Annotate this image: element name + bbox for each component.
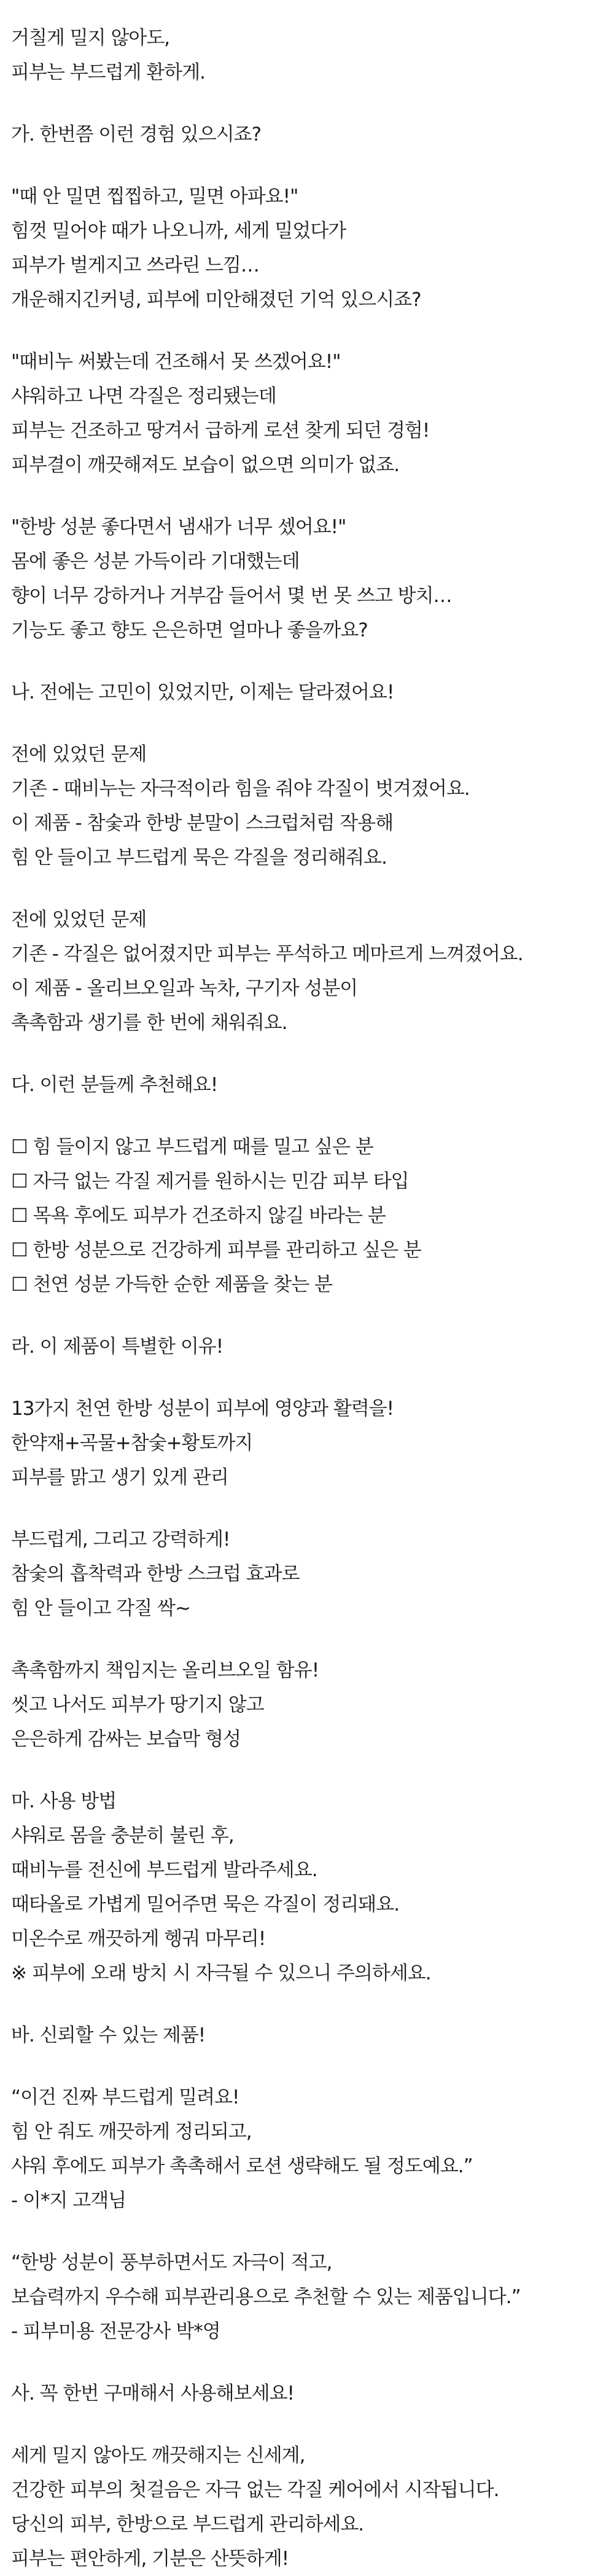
- paragraph-gap: [11, 875, 603, 902]
- text-line: 거칠게 밀지 않아도,: [11, 27, 170, 49]
- paragraph-gap: [11, 2053, 603, 2080]
- text-line: 피부결이 깨끗해져도 보습이 없으면 의미가 없죠.: [11, 454, 400, 476]
- paragraph-gap: [11, 2218, 603, 2245]
- text-line: ☐ 자극 없는 각질 제거를 원하시는 민감 피부 타입: [11, 1170, 409, 1192]
- text-line: 13가지 천연 한방 성분이 피부에 영양과 활력을!: [11, 1398, 394, 1420]
- text-line: 바. 신뢰할 수 있는 제품!: [11, 2024, 206, 2046]
- text-line: 개운해지긴커녕, 피부에 미안해졌던 기억 있으시죠?: [11, 289, 421, 311]
- paragraph-gap: [11, 2349, 603, 2376]
- text-line: 건강한 피부의 첫걸음은 자극 없는 각질 케어에서 시작됩니다.: [11, 2479, 499, 2501]
- paragraph-gap: [11, 2411, 603, 2438]
- paragraph-gap: [11, 317, 603, 345]
- text-line: - 피부미용 전문강사 박*영: [11, 2320, 220, 2343]
- paragraph-gap: [11, 482, 603, 510]
- text-line: ※ 피부에 오래 방치 시 자극될 수 있으니 주의하세요.: [11, 1962, 431, 1984]
- text-line: ☐ 목욕 후에도 피부가 건조하지 않길 바라는 분: [11, 1205, 386, 1227]
- text-line: 피부는 편안하게, 기분은 산뜻하게!: [11, 2548, 289, 2570]
- paragraph-gap: [11, 1626, 603, 1653]
- paragraph-gap: [11, 90, 603, 117]
- text-line: 때비누를 전신에 부드럽게 발라주세요.: [11, 1859, 317, 1881]
- text-line: 힘 안 줘도 깨끗하게 정리되고,: [11, 2121, 252, 2143]
- text-line: 이 제품 - 참숯과 한방 분말이 스크럽처럼 작용해: [11, 812, 394, 834]
- text-line: 보습력까지 우수해 피부관리용으로 추천할 수 있는 제품입니다.”: [11, 2286, 521, 2308]
- paragraph-gap: [11, 1040, 603, 1068]
- text-line: 힘껏 밀어야 때가 나오니까, 세게 밀었다가: [11, 220, 346, 242]
- text-line: 한약재+곡물+참숯+황토까지: [11, 1432, 253, 1454]
- text-line: ☐ 한방 성분으로 건강하게 피부를 관리하고 싶은 분: [11, 1239, 421, 1261]
- text-line: 샤워하고 나면 각질은 정리됐는데: [11, 385, 276, 407]
- text-line: 전에 있었던 문제: [11, 909, 147, 931]
- text-line: 참숯의 흡착력과 한방 스크럽 효과로: [11, 1563, 300, 1585]
- text-line: 향이 너무 강하거나 거부감 들어서 몇 번 못 쓰고 방치…: [11, 585, 452, 607]
- text-line: - 이*지 고객님: [11, 2190, 126, 2212]
- text-line: 기능도 좋고 향도 은은하면 얼마나 좋을까요?: [11, 619, 368, 641]
- text-line: 세게 밀지 않아도 깨끗해지는 신세계,: [11, 2445, 305, 2467]
- text-line: 마. 사용 방법: [11, 1790, 117, 1812]
- paragraph-gap: [11, 1364, 603, 1392]
- text-line: 힘 안 들이고 각질 싹~: [11, 1597, 190, 1619]
- paragraph-gap: [11, 710, 603, 737]
- text-line: 당신의 피부, 한방으로 부드럽게 관리하세요.: [11, 2513, 364, 2535]
- text-line: 나. 전에는 고민이 있었지만, 이제는 달라졌어요!: [11, 681, 394, 703]
- text-line: 씻고 나서도 피부가 땅기지 않고: [11, 1694, 264, 1716]
- text-line: "때비누 써봤는데 건조해서 못 쓰겠어요!": [11, 351, 341, 373]
- paragraph-gap: [11, 1302, 603, 1329]
- text-line: 은은하게 감싸는 보습막 형성: [11, 1728, 241, 1750]
- paragraph-gap: [11, 1102, 603, 1130]
- text-line: 사. 꼭 한번 구매해서 사용해보세요!: [11, 2382, 294, 2405]
- text-line: 피부가 벌게지고 쓰라린 느낌…: [11, 254, 259, 276]
- text-line: 기존 - 때비누는 자극적이라 힘을 줘야 각질이 벗겨졌어요.: [11, 778, 470, 800]
- text-line: 이 제품 - 올리브오일과 녹차, 구기자 성분이: [11, 977, 358, 1000]
- paragraph-gap: [11, 1756, 603, 1784]
- text-line: 샤워로 몸을 충분히 불린 후,: [11, 1825, 234, 1847]
- text-line: 전에 있었던 문제: [11, 743, 147, 765]
- text-line: 촉촉함과 생기를 한 번에 채워줘요.: [11, 1012, 287, 1034]
- text-line: 미온수로 깨끗하게 헹궈 마무리!: [11, 1928, 266, 1950]
- text-line: "때 안 밀면 찝찝하고, 밀면 아파요!": [11, 186, 298, 208]
- text-line: 피부를 맑고 생기 있게 관리: [11, 1466, 228, 1489]
- text-line: 몸에 좋은 성분 가득이라 기대했는데: [11, 550, 300, 573]
- text-line: 피부는 건조하고 땅겨서 급하게 로션 찾게 되던 경험!: [11, 420, 430, 442]
- text-line: 다. 이런 분들께 추천해요!: [11, 1074, 218, 1096]
- text-line: “이건 진짜 부드럽게 밀려요!: [11, 2086, 239, 2108]
- text-line: ☐ 힘 들이지 않고 부드럽게 때를 밀고 싶은 분: [11, 1136, 373, 1158]
- text-line: 피부는 부드럽게 환하게.: [11, 61, 206, 84]
- paragraph-gap: [11, 1991, 603, 2018]
- paragraph-gap: [11, 152, 603, 179]
- text-line: 때타올로 가볍게 밀어주면 묵은 각질이 정리돼요.: [11, 1893, 400, 1916]
- paragraph-gap: [11, 1495, 603, 1522]
- text-line: "한방 성분 좋다면서 냄새가 너무 셌어요!": [11, 516, 346, 538]
- text-line: 부드럽게, 그리고 강력하게!: [11, 1529, 230, 1551]
- text-line: ☐ 천연 성분 가득한 순한 제품을 찾는 분: [11, 1274, 332, 1296]
- text-line: “한방 성분이 풍부하면서도 자극이 적고,: [11, 2252, 332, 2274]
- text-line: 기존 - 각질은 없어졌지만 피부는 푸석하고 메마르게 느껴졌어요.: [11, 943, 523, 965]
- paragraph-gap: [11, 648, 603, 675]
- text-line: 가. 한번쯤 이런 경험 있으시죠?: [11, 123, 262, 146]
- text-line: 힘 안 들이고 부드럽게 묵은 각질을 정리해줘요.: [11, 847, 387, 869]
- text-line: 라. 이 제품이 특별한 이유!: [11, 1336, 223, 1358]
- text-line: 촉촉함까지 책임지는 올리브오일 함유!: [11, 1659, 319, 1681]
- text-line: 샤워 후에도 피부가 촉촉해서 로션 생략해도 될 정도예요.”: [11, 2155, 473, 2177]
